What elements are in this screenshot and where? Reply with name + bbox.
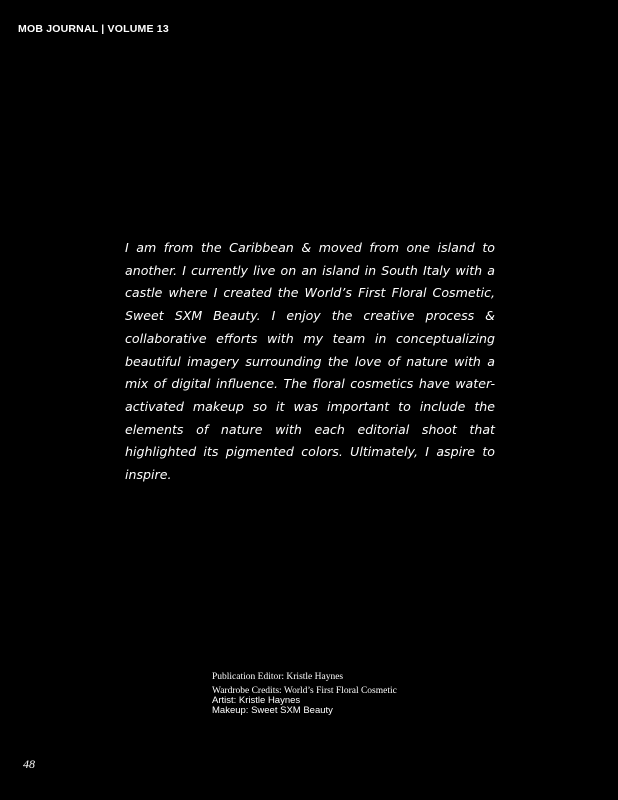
article-paragraph: I am from the Caribbean & moved from one island to another. I currently live on an island in South Italy with a castle where I created the World’s First Floral Cosmetic, Sweet SXM Beauty. I enjoy the creative process & collaborative efforts with my team in conceptualizing beautiful imagery surrounding the love of nature with a mix of digital influence. The floral cosmetics have water-activated makeup so it was important to include the elements of nature with each editorial shoot that highlighted its pigmented colors. Ultimately, I aspire to inspire. (125, 240, 495, 483)
journal-header: MOB JOURNAL | VOLUME 13 (18, 23, 169, 35)
credit-makeup: Makeup: Sweet SXM Beauty (212, 705, 333, 716)
credits-block (212, 672, 472, 716)
page-number: 48 (23, 757, 35, 771)
credit-artist: Artist: Kristle Haynes (212, 695, 301, 706)
credit-wardrobe: Wardrobe Credits: World’s First Floral Cosmetic (212, 686, 397, 696)
credit-publication-editor: Publication Editor: Kristle Haynes (212, 672, 344, 682)
